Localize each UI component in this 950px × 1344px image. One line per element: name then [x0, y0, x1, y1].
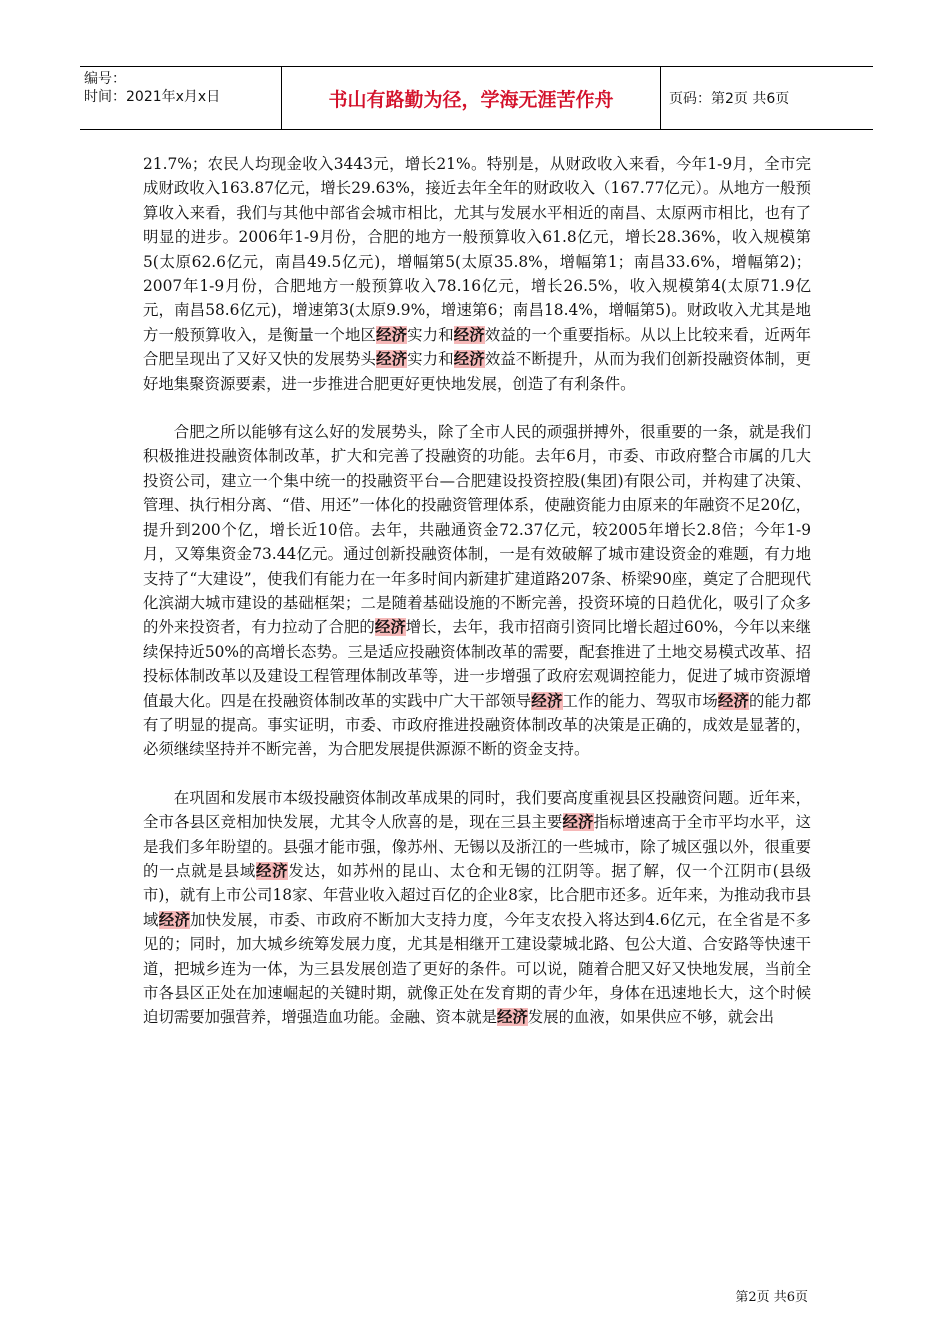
highlighted-keyword: 经济 [374, 618, 406, 637]
page-header [80, 66, 873, 130]
highlighted-keyword: 经济 [376, 350, 408, 369]
paragraph-text: 的能力都有了明显的提高。事实证明，市委、市政府推进投融资体制改革的决策是正确的，成效是显著的，必须继续坚持并不断完善，为合肥发展提供源源不断的资金支持。 [143, 691, 811, 759]
document-number-label: 编号： [84, 71, 126, 87]
paragraph-text: 指标增速高于全市平均水平，这是我们多年盼望的。县强才能市强，像苏州、无锡以及浙江的一些城市，除了城区强以外，很重要的一点就是县域 [143, 813, 811, 880]
header-motto: 书山有路勤为径，学海无涯苦作舟 [282, 67, 661, 129]
body-paragraph [143, 786, 811, 1030]
header-info [80, 67, 282, 129]
highlighted-keyword: 经济 [256, 861, 289, 880]
document-date-label: 时间：2021年x月x日 [84, 89, 221, 105]
paragraph-text: 合肥之所以能够有这么好的发展势头，除了全市人民的顽强拼搏外，很重要的一条，就是我们积极推进投融资体制改革，扩大和完善了投融资的功能。去年6月，市委、市政府整合市属的几大投资公司，建立一个集中统一的投融资平台—合肥建设投资控股(集团)有限公司，并构建了决策、管理、执行相分离、“借、用还”一体化的投融资管理体系，使融资能力由原来的年融资不足20亿，提升到200个亿，增长近10倍。去年，共融通资金72.37亿元，较2005年增长2.8倍；今年1-9月，又筹集资金73.44亿元。通过创新投融资体制，一是有效破解了城市建设资金的难题，有力地支持了“大建设”，使我们有能力在一年多时间内新建扩建道路207条、桥梁90座，奠定了合肥现代化滨湖大城市建设的基础框架；二是随着基础设施的不断完善，投资环境的日趋优化，吸引了众多的外来投资者，有力拉动了合肥的 [143, 423, 811, 637]
paragraph-text: 发达，如苏州的昆山、太仓和无锡的江阴等。据了解，仅一个江阴市(县级市)，就有上市公司18家、年营业收入超过百亿的企业8家，比合肥市还多。近年来，为推动我市县域 [143, 861, 811, 929]
footer-page-number: 第2页 共6页 [735, 1290, 808, 1305]
paragraph-text: 增长，去年，我市招商引资同比增长超过60%，今年以来继续保持近50%的高增长态势。三是适应投融资体制改革的需要，配套推进了土地交易模式改革、招投标体制改革以及建设工程管理体制改革等，进一步增强了政府宏观调控能力，促进了城市资源增值最大化。四是在投融资体制改革的实践中广大干部领导 [143, 618, 811, 710]
paragraph-text: 发展的血液，如果供应不够，就会出 [527, 1008, 775, 1027]
paragraph-text: 工作的能力、驾驭市场 [562, 691, 718, 710]
paragraph-text: 21.7%；农民人均现金收入3443元，增长21%。特别是，从财政收入来看，今年1-9月，全市完成财政收入163.87亿元，增长29.63%，接近去年全年的财政收入（167.77亿元）。从地方一般预算收入来看，我们与其他中部省会城市相比，尤其与发展水平相近的南昌、太原两市相比，也有了明显的进步。2006年1-9月份，合肥的地方一般预算收入61.8亿元，增长28.36%，收入规模第5(太原62.6亿元，南昌49.5亿元)，增幅第5(太原35.8%，增幅第1；南昌33.6%，增幅第2)；2007年1-9月份，合肥地方一般预算收入78.16亿元，增长26.5%，收入规模第4(太原71.9亿元，南昌58.6亿元)，增速第3(太原9.9%，增速第6；南昌18.4%，增幅第5)。财政收入尤其是地方一般预算收入，是衡量一个地区 [143, 155, 811, 344]
document-body [143, 152, 811, 1030]
paragraph-text: 在巩固和发展市本级投融资体制改革成果的同时，我们要高度重视县区投融资问题。近年来，全市各县区竞相加快发展，尤其令人欣喜的是，现在三县主要 [143, 788, 811, 832]
paragraph-text: 加快发展，市委、市政府不断加大支持力度，今年支农投入将达到4.6亿元，在全省是不多见的；同时，加大城乡统筹发展力度，尤其是相继开工建设蒙城北路、包公大道、合安路等快速干道，把城乡连为一体，为三县发展创造了更好的条件。可以说，随着合肥又好又快地发展，当前全市各县区正处在加速崛起的关键时期，就像正处在发育期的青少年，身体在迅速地长大，这个时候迫切需要加强营养，增强造血功能。金融、资本就是 [143, 910, 811, 1027]
paragraph-text: 实力和 [407, 350, 454, 369]
highlighted-keyword: 经济 [453, 325, 485, 344]
highlighted-keyword: 经济 [562, 813, 594, 832]
highlighted-keyword: 经济 [376, 325, 408, 344]
highlighted-keyword: 经济 [531, 691, 563, 710]
highlighted-keyword: 经济 [453, 350, 485, 369]
header-page-number: 页码：第2页 共6页 [669, 91, 790, 107]
highlighted-keyword: 经济 [158, 910, 191, 929]
highlighted-keyword: 经济 [497, 1008, 528, 1027]
paragraph-text: 效益的一个重要指标。从以上比较来看，近两年合肥呈现出了又好又快的发展势头 [143, 325, 811, 369]
body-paragraph [143, 152, 811, 396]
body-paragraph [143, 420, 811, 762]
highlighted-keyword: 经济 [717, 691, 749, 710]
paragraph-text: 实力和 [407, 325, 454, 344]
paragraph-text: 效益不断提升，从而为我们创新投融资体制，更好地集聚资源要素，进一步推进合肥更好更快地发展，创造了有利条件。 [143, 350, 811, 393]
